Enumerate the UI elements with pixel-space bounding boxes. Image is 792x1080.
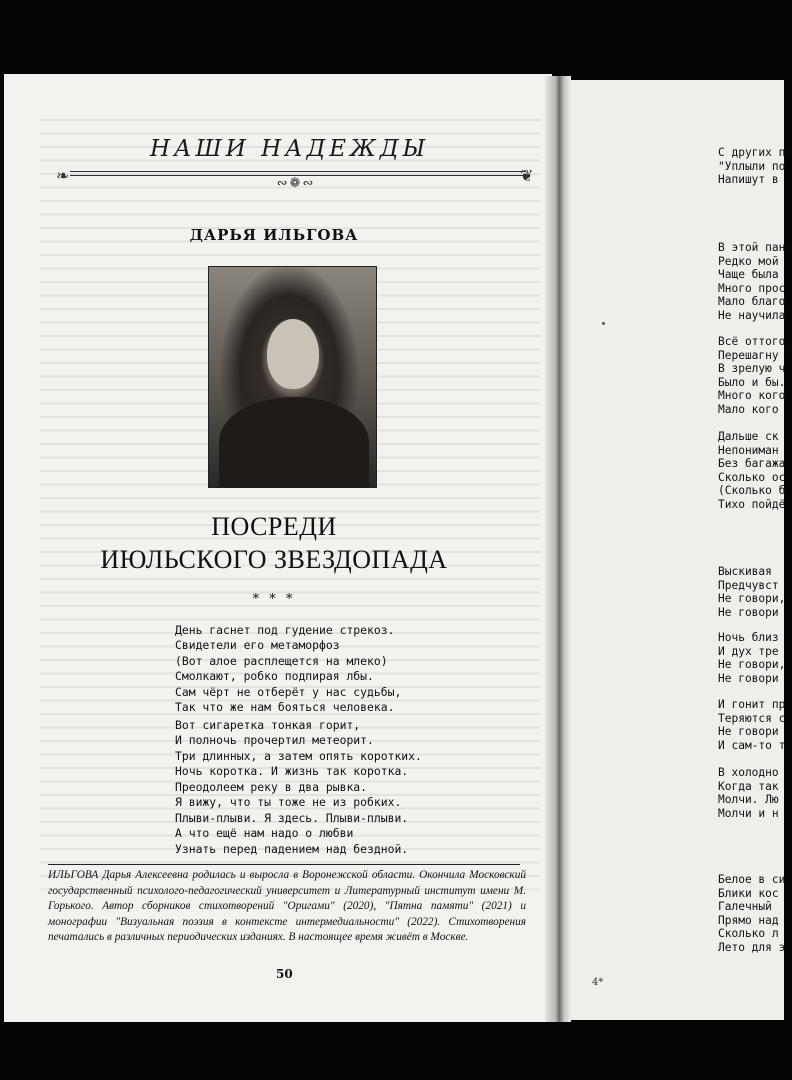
poem-title bbox=[0, 510, 548, 576]
ornament-left-icon: ❧ bbox=[56, 166, 70, 185]
right-text-block-3: Всё оттого, Перешагну В зрелую ч Было и бы. Много кого Мало кого bbox=[718, 335, 792, 416]
author-bio: ИЛЬГОВА Дарья Алексеевна родилась и выросла в Воронежской области. Окончила Московский государственный психолого-педагогический университет и Литературный институт имени М. Горького. Автор сборников стихотворений "Оригами" (2020), "Пятна памяти" (2021) и монографии "Визуальная поэзия в контексте интермедиальности" (2022). Стихотворения печатались в различных периодических изданиях. В настоящее время живёт в Москве. bbox=[48, 869, 526, 943]
poem-asterisks: * * * bbox=[252, 592, 296, 607]
right-text-block-8: В холодно Когда так Молчи. Лю Молчи и н bbox=[718, 766, 779, 820]
ornament-flourish-icon: ∾❁∾ bbox=[276, 176, 316, 191]
right-text-block-6: Ночь близ И дух тре Не говори, Не говори bbox=[718, 631, 786, 685]
author-name: ДАРЬЯ ИЛЬГОВА bbox=[189, 226, 359, 244]
page-speck bbox=[602, 322, 605, 325]
poem-title-line2: ИЮЛЬСКОГО ЗВЕЗДОПАДА bbox=[100, 545, 448, 574]
poem-stanza-1: День гаснет под гудение стрекоз. Свидетели его метаморфоз (Вот алое расплещется на млеко) Смолкают, робко подпирая лбы. Сам чёрт не отберёт у нас судьбы, Так что же нам бояться человека. bbox=[175, 623, 402, 715]
poem-title-line1: ПОСРЕДИ bbox=[211, 512, 337, 541]
right-text-block-1: С других па "Уплыли по Напишут в bbox=[718, 146, 792, 186]
photo-face bbox=[267, 319, 319, 389]
right-text-block-9: Белое в си Блики кос Галечный Прямо над Сколько л Лето для э bbox=[718, 873, 786, 954]
ornament-right-icon: ❦ bbox=[520, 166, 534, 185]
right-text-block-4: Дальше ск Непониман Без багажа Сколько ос (Сколько б Тихо пойдё bbox=[718, 430, 786, 511]
right-text-block-5: Выскивая Предчувст Не говори, Не говори bbox=[718, 565, 786, 619]
bio-rule bbox=[48, 864, 520, 865]
photo-figure bbox=[219, 397, 369, 487]
poem-stanza-3: Плыви-плыви. Я здесь. Плыви-плыви. А что ещё нам надо о любви Узнать перед падением над бездной. bbox=[175, 811, 409, 856]
right-text-block-7: И гонит пр Теряются с Не говори И сам-то т bbox=[718, 698, 786, 752]
right-text-block-2: В этой пано Редко мой Чаще была Много прос Мало благо Не научила bbox=[718, 241, 792, 322]
page-number: 50 bbox=[276, 967, 293, 981]
author-photo bbox=[208, 266, 377, 488]
header-rule bbox=[70, 171, 526, 172]
book-gutter bbox=[545, 76, 571, 1022]
right-page-footer: 4* bbox=[592, 977, 604, 988]
section-title: НАШИ НАДЕЖДЫ bbox=[150, 136, 430, 162]
poem-stanza-2: Вот сигаретка тонкая горит, И полночь прочертил метеорит. Три длинных, а затем опять коротких. Ночь коротка. И жизнь так коротка. Преодолеем реку в два рывка. Я вижу, что ты тоже не из робких. bbox=[175, 718, 422, 810]
